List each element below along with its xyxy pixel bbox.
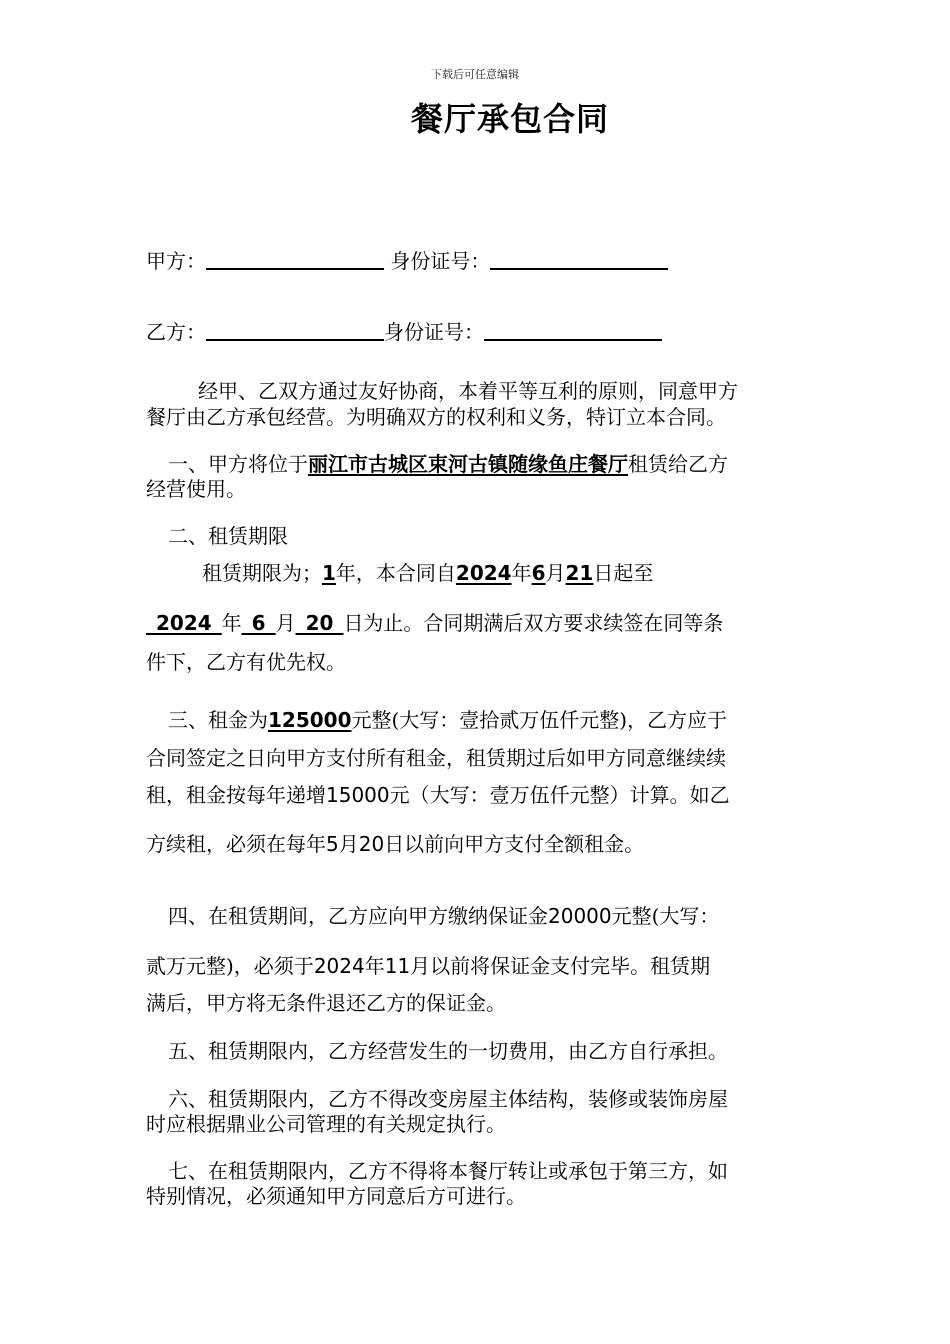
clause-1-line-2: 经营使用。 — [146, 477, 246, 501]
renew-day: 20 — [358, 832, 385, 856]
end-year-suffix: 年 — [221, 611, 242, 635]
clause-2-heading: 二、租赁期限 — [168, 524, 288, 548]
end-month-suffix: 月 — [275, 611, 296, 635]
party-a-id-blank — [490, 248, 668, 270]
deposit-amount: 20000 — [548, 904, 612, 928]
party-a-label: 甲方： — [146, 249, 206, 273]
clause-4-line-2 — [146, 954, 710, 978]
clause-6-line-2: 时应根据鼎业公司管理的有关规定执行。 — [146, 1112, 506, 1136]
start-day: 21 — [565, 561, 594, 585]
deposit-line2-pre: 贰万元整)，必须于 — [146, 954, 314, 978]
clause-1-pre: 一、甲方将位于 — [168, 452, 308, 476]
deposit-month: 11 — [384, 954, 411, 978]
deposit-post: 元整(大写： — [611, 904, 720, 928]
start-year-suffix: 年 — [511, 561, 532, 585]
start-day-suffix: 日起至 — [593, 561, 654, 585]
clause-6-line-1: 六、租赁期限内，乙方不得改变房屋主体结构，装修或装饰房屋 — [168, 1087, 728, 1111]
clause-2-line-3: 件下，乙方有优先权。 — [146, 650, 346, 674]
party-a-id-label: 身份证号： — [390, 249, 491, 273]
renew-mid: 月 — [338, 832, 359, 856]
party-b-label: 乙方： — [146, 320, 206, 344]
increase-pre: 租，租金按每年递增 — [146, 783, 326, 807]
end-year: _2024_ — [146, 611, 222, 635]
party-b-row — [146, 319, 662, 344]
rent-amount: 125000 — [268, 708, 352, 732]
clause-3-line-2: 合同签定之日向甲方支付所有租金，租赁期过后如甲方同意继续续 — [146, 746, 726, 770]
clause-3-line-1 — [168, 708, 727, 732]
deposit-year: 2024 — [313, 954, 365, 978]
party-b-id-blank — [484, 319, 662, 341]
end-day: _20_ — [295, 611, 344, 635]
renew-post: 日以前向甲方支付全额租金。 — [384, 832, 645, 856]
clause-3-line-3 — [146, 783, 730, 807]
clause-7-line-2: 特别情况，必须通知甲方同意后方可进行。 — [146, 1184, 526, 1208]
clause-2-line-1 — [202, 561, 653, 585]
intro-line-2: 餐厅由乙方承包经营。为明确双方的权利和义务，特订立本合同。 — [146, 405, 726, 429]
start-month-suffix: 月 — [545, 561, 566, 585]
document-title: 餐厅承包合同 — [410, 100, 609, 138]
clause-4-line-3: 满后，甲方将无条件退还乙方的保证金。 — [146, 991, 506, 1015]
clause-1-location: 丽江市古城区束河古镇随缘鱼庄餐厅 — [308, 452, 628, 476]
term-mid: 年，本合同自 — [335, 561, 456, 585]
end-month: _6_ — [241, 611, 276, 635]
clause-3-line-4 — [146, 832, 644, 856]
intro-line-1: 经甲、乙双方通过友好协商，本着平等互利的原则，同意甲方 — [198, 379, 738, 403]
clause-5: 五、租赁期限内，乙方经营发生的一切费用，由乙方自行承担。 — [168, 1039, 728, 1063]
term-pre: 租赁期限为； — [202, 561, 322, 585]
start-month: 6 — [531, 561, 546, 585]
increase-post: 元（大写：壹万伍仟元整）计算。如乙 — [389, 783, 730, 807]
renew-pre: 方续租，必须在每年 — [146, 832, 326, 856]
clause-1-line-1 — [168, 452, 728, 476]
term-years: 1 — [322, 561, 336, 585]
deposit-line2-mid: 年 — [364, 954, 385, 978]
clause-2-line-2 — [146, 611, 723, 635]
clause-7-line-1: 七、在租赁期限内，乙方不得将本餐厅转让或承包于第三方，如 — [168, 1159, 728, 1183]
clause-4-line-1 — [168, 904, 719, 928]
start-year: 2024 — [455, 561, 512, 585]
increase-amount: 15000 — [326, 783, 390, 807]
end-day-suffix: 日为止。合同期满后双方要求续签在同等条 — [343, 611, 724, 635]
party-b-id-label: 身份证号： — [384, 320, 484, 344]
party-b-name-blank — [206, 319, 384, 341]
party-a-row — [146, 248, 668, 273]
clause-1-post: 租赁给乙方 — [628, 452, 728, 476]
watermark-text: 下载后可任意编辑 — [431, 68, 519, 81]
deposit-line2-post: 月以前将保证金支付完毕。租赁期 — [410, 954, 711, 978]
party-a-name-blank — [206, 248, 384, 270]
deposit-pre: 四、在租赁期间，乙方应向甲方缴纳保证金 — [168, 904, 548, 928]
rent-post: 元整(大写：壹拾贰万伍仟元整)，乙方应于 — [351, 708, 728, 732]
rent-pre: 三、租金为 — [168, 708, 268, 732]
renew-month: 5 — [326, 832, 339, 856]
